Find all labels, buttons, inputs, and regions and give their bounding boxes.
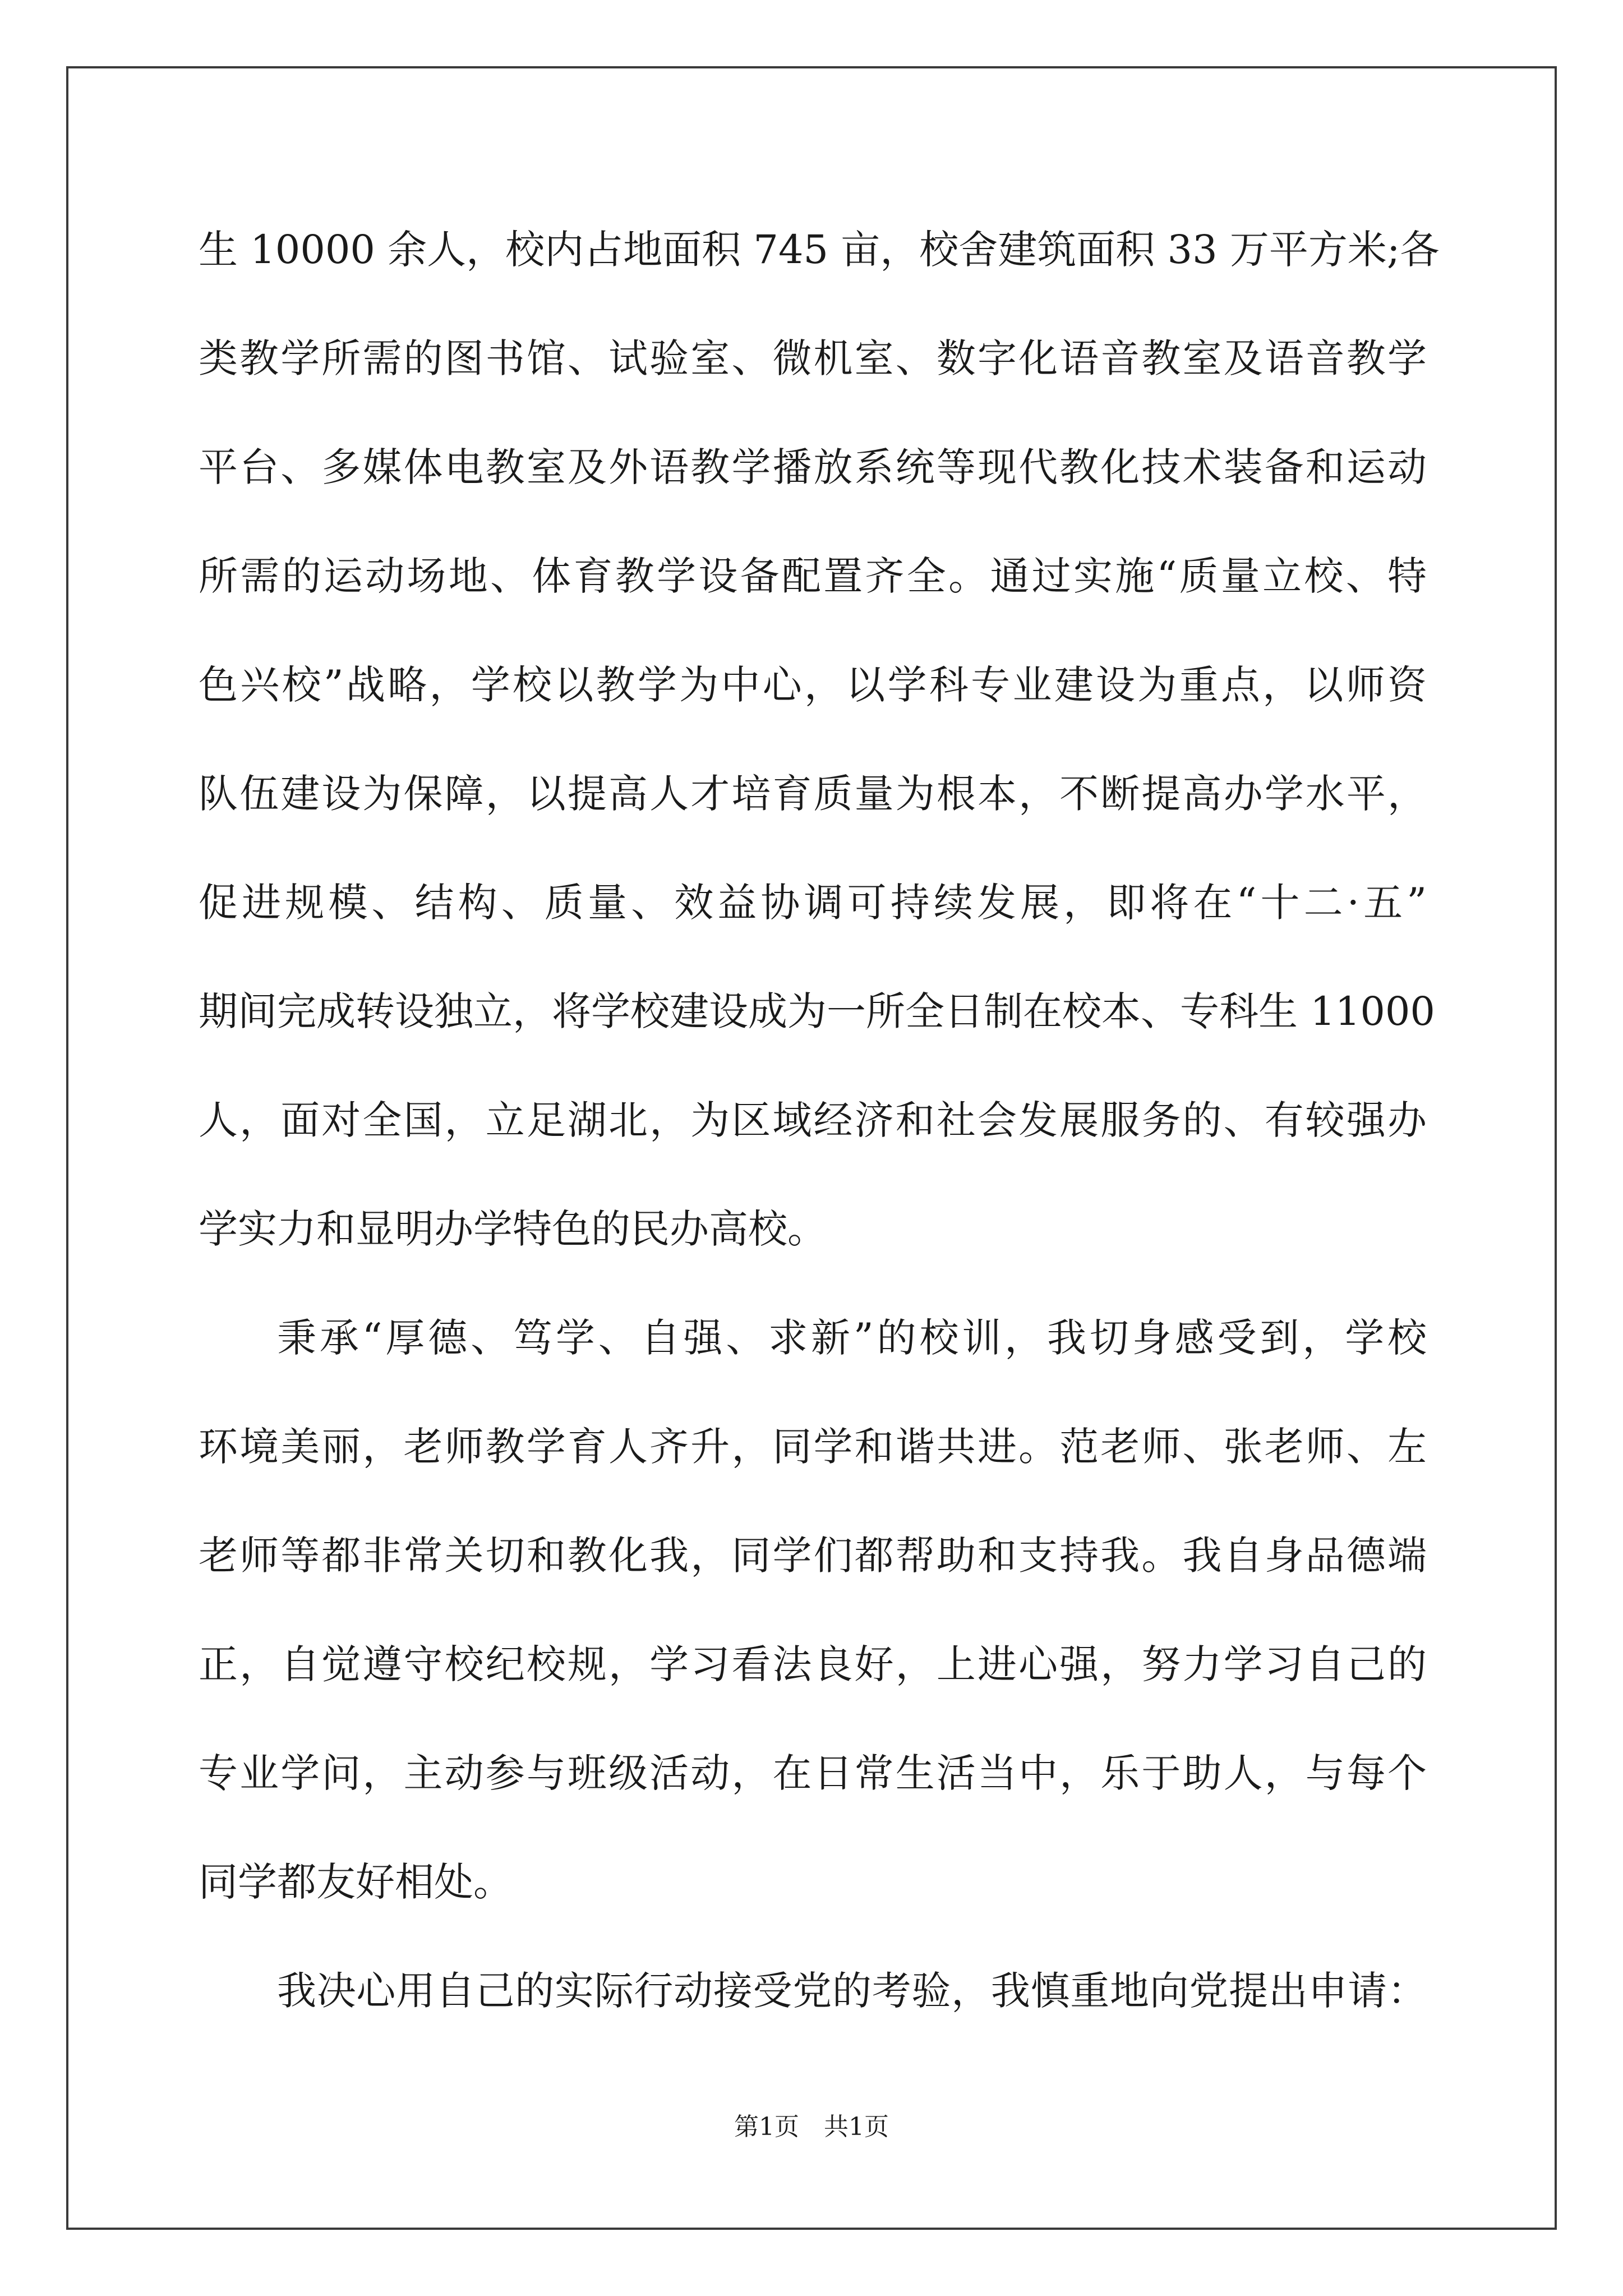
- text-line: 所需的运动场地、体育教学设备配置齐全。通过实施“质量立校、特: [199, 553, 1427, 599]
- paragraph-1: [199, 219, 1440, 1307]
- text-line: 生 10000 余人，校内占地面积 745 亩，校舍建筑面积 33 万平方米;各: [199, 227, 1440, 273]
- text-line: 学实力和显明办学特色的民办高校。: [199, 1206, 827, 1252]
- text-line: 期间完成转设独立，将学校建设成为一所全日制在校本、专科生 11000: [199, 988, 1435, 1034]
- text-line: 专业学问，主动参与班级活动，在日常生活当中，乐于助人，与每个: [199, 1750, 1427, 1796]
- text-line: 平台、多媒体电教室及外语教学播放系统等现代教化技术装备和运动: [199, 444, 1427, 490]
- document-body: [199, 219, 1440, 2069]
- text-line: 正，自觉遵守校纪校规，学习看法良好，上进心强，努力学习自己的: [199, 1641, 1427, 1687]
- paragraph-2: [199, 1307, 1427, 1960]
- text-line: 同学都友好相处。: [199, 1859, 513, 1905]
- text-line: 类教学所需的图书馆、试验室、微机室、数字化语音教室及语音教学: [199, 335, 1427, 381]
- text-line: 我决心用自己的实际行动接受党的考验，我慎重地向党提出申请：: [277, 1968, 1427, 2014]
- text-line: 促进规模、结构、质量、效益协调可持续发展，即将在“十二·五”: [199, 880, 1427, 926]
- text-line: 队伍建设为保障，以提高人才培育质量为根本，不断提高办学水平，: [199, 771, 1427, 817]
- text-line: 老师等都非常关切和教化我，同学们都帮助和支持我。我自身品德端: [199, 1533, 1427, 1579]
- text-line: 环境美丽，老师教学育人齐升，同学和谐共进。范老师、张老师、左: [199, 1424, 1427, 1470]
- text-line: 人，面对全国，立足湖北，为区域经济和社会发展服务的、有较强办: [199, 1097, 1427, 1143]
- text-line: 秉承“厚德、笃学、自强、求新”的校训，我切身感受到，学校: [277, 1315, 1427, 1361]
- page-footer: [0, 2110, 1623, 2144]
- paragraph-3: [199, 1960, 1427, 2069]
- page-total: 共1页: [824, 2113, 889, 2141]
- text-line: 色兴校”战略，学校以教学为中心，以学科专业建设为重点，以师资: [199, 662, 1427, 708]
- page-number: 第1页: [734, 2113, 799, 2141]
